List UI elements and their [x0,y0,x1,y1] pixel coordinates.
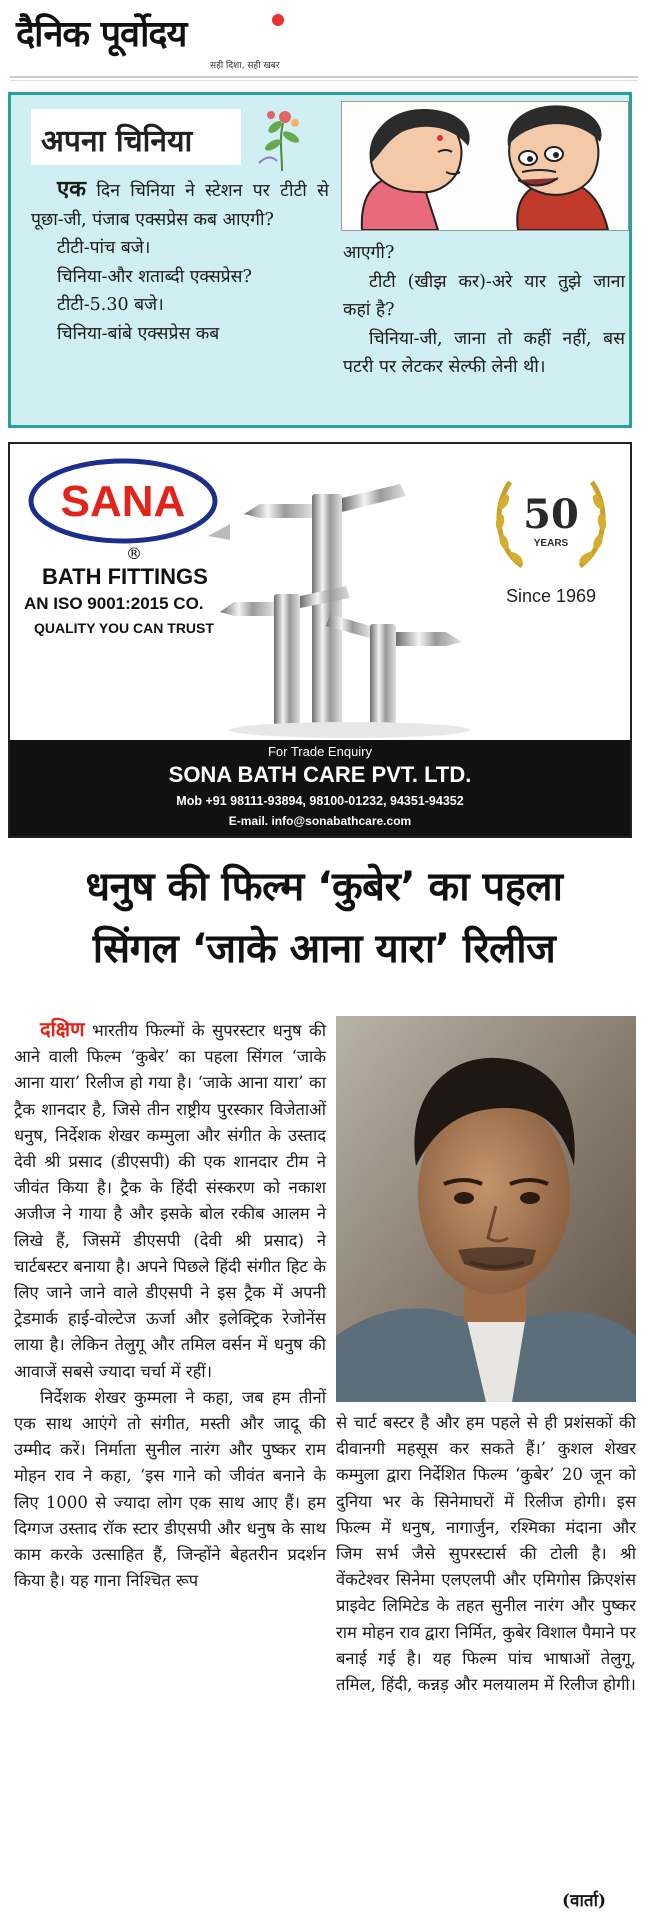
badge-word: YEARS [533,538,569,549]
humour-text: दिन चिनिया ने स्टेशन पर टीटी से पूछा-जी, पंजाब एक्सप्रेस कब आएगी? [31,181,329,230]
masthead [10,6,638,76]
ad-line-bath-fittings: BATH FITTINGS [42,564,208,589]
faucets-illustration [200,474,500,744]
humour-paragraph: टीटी-पांच बजे। [57,238,151,258]
humour-paragraph: टीटी (खीझ कर)-अरे यार तुझे जाना कहां है? [343,271,625,320]
agency-credit: (वार्ता) [562,1891,607,1911]
humour-paragraph: चिनिया-और शताब्दी एक्सप्रेस? [57,266,252,287]
flower-illustration-icon [255,103,309,173]
article-headline [14,856,634,980]
mobile-numbers: Mob +91 98111-93894, 98100-01232, 94351-94352 [176,794,464,808]
humour-title-box [31,109,241,165]
registered-mark: ® [126,544,142,563]
article-dateline: दक्षिण [40,1017,85,1041]
50-years-badge-icon [488,462,614,580]
sana-logo [28,458,218,544]
newspaper-title: दैनिक पूर्वोदय [16,13,187,55]
article-left-column [14,1016,326,1594]
ad-line-iso: AN ISO 9001:2015 CO. [24,594,204,613]
masthead-divider-thin [10,80,638,81]
humour-paragraph: चिनिया-बांबे एक्सप्रेस कब [57,323,220,344]
humour-left-column [31,175,329,348]
humour-lead-word: एक [57,176,87,202]
sana-brand-text: SANA [60,477,186,526]
humour-title: अपना चिनिया [41,124,193,159]
humour-column [8,92,632,428]
humour-paragraph: टीटी-5.30 बजे। [57,295,164,315]
newspaper-tagline: सही दिशा, सही खबर [210,61,280,71]
ad-email: E-mail. info@sonabathcare.com [228,814,412,828]
masthead-divider [10,76,638,78]
article-right-column [336,1410,636,1698]
logo-dot-icon [272,14,284,26]
trade-enquiry-label: For Trade Enquiry [267,744,373,759]
article-paragraph: निर्देशक शेखर कुम्मला ने कहा, जब हम तीनों एक साथ आएंगे तो संगीत, मस्ती और जादू की उम्मीद करें। निर्माता सुनील नारंग और पुष्कर राम मोहन राव ने कहा, ‘इस गाने को जीवंत बनाने के लिए 1000 से ज्यादा लोग एक साथ आए हैं। हम दिग्गज उस्ताद रॉक स्टार डीएसपी और धनुष के साथ काम करके उत्साहित हैं, जिन्होंने बेहतरीन प्रदर्शन किया है। यह गाना निश्चित रूप [14,1387,326,1591]
humour-paragraph [31,175,329,234]
cartoon-illustration [341,101,629,231]
headline-line-2: सिंगल ‘जाके आना यारा’ रिलीज [92,926,556,972]
ad-contact-bar [10,740,630,836]
humour-right-column [343,239,625,382]
company-name: SONA BATH CARE PVT. LTD. [168,762,472,787]
badge-number: 50 [523,491,579,538]
article-paragraph: से चार्ट बस्टर है और हम पहले से ही प्रशंसकों की दीवानगी महसूस कर सकते हैं।’ कुशल शेखर कम्मुला द्वारा निर्देशित फिल्म ‘कुबेर’ 20 जून को दुनिया भर के सिनेमाघरों में रिलीज होगी। इस फिल्म में धनुष, नागार्जुन, रश्मिका मंदाना और जिम सर्भ जैसे सुपरस्टार्स की टोली है। श्री वेंकटेश्वर सिनेमा एलएलपी और एमिगोस क्रिएशंस प्राइवेट लिमिटेड के तहत सुनील नारंग और पुष्कर राम मोहन राव द्वारा निर्मित, कुबेर विशाल पैमाने पर बनाई गई है। यह फिल्म पांच भाषाओं तेलुगू, तमिल, हिंदी, कन्नड़ और मलयालम में रिलीज होगी। [336,1413,636,1695]
since-year: Since 1969 [506,586,597,606]
actor-photo [336,1016,636,1402]
humour-paragraph: आएगी? [343,243,395,263]
article-paragraph [14,1016,326,1385]
article-text: भारतीय फिल्मों के सुपरस्टार धनुष की आने वाली फिल्म ‘कुबेर’ का पहला सिंगल ‘जाके आना यारा’ रिलीज हो गया है। ‘जाके आना यारा’ का ट्रैक शानदार है, जिसे तीन राष्ट्रीय पुरस्कार विजेताओं धनुष, निर्देशक शेखर कम्मुला और संगीत के उस्ताद देवी श्री प्रसाद (डीएसपी) की एक शानदार टीम ने जीवंत किया है। ट्रैक के हिंदी संस्करण को नकाश अजीज ने गाया है और इसके बोल रकीब आलम ने लिखे हैं, जिसमें डीएसपी (देवी श्री प्रसाद) ने चार्टबस्टर बनाया है। अपने पिछले हिंदी संगीत हिट के लिए जाने जाने वाले डीएसपी ने इस ट्रैक में अपनी ट्रेडमार्क हाई-वोल्टेज ऊर्जा और इलेक्ट्रिक रेजोनेंस लाया है। लेकिन तेलुगू और तमिल वर्सन में धनुष की आवाजें सबसे ज्यादा चर्चा में रहीं। [14,1021,326,1381]
humour-paragraph: चिनिया-जी, जाना तो कहीं नहीं, बस पटरी पर लेटकर सेल्फी लेनी थी। [343,328,625,377]
ad-line-quality: QUALITY YOU CAN TRUST [34,620,214,636]
advertisement [8,442,632,838]
headline-line-1: धनुष की फिल्म ‘कुबेर’ का पहला [85,864,563,910]
